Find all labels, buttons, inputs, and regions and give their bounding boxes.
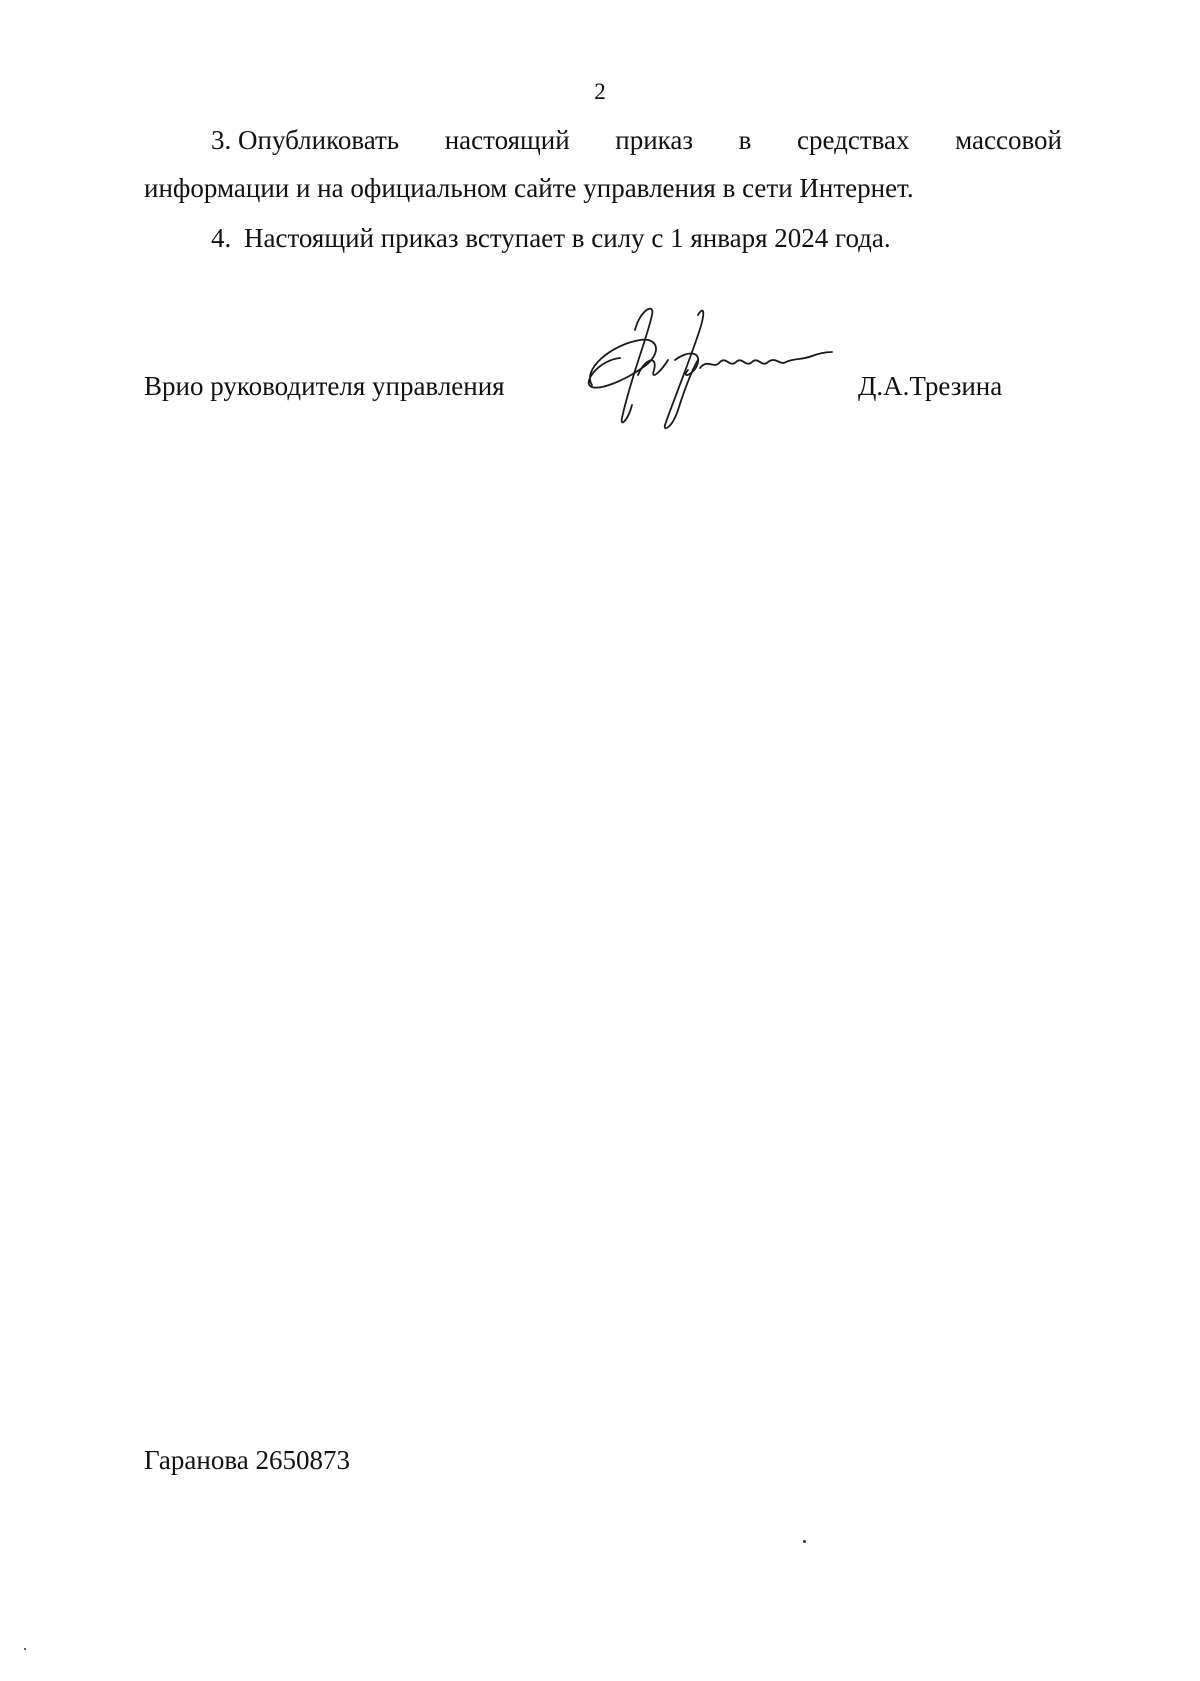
item-4-text: Настоящий приказ вступает в силу с 1 января 2024 года. bbox=[244, 223, 891, 253]
item-3-word: средствах bbox=[796, 125, 910, 155]
scan-speck bbox=[803, 1540, 806, 1543]
scan-speck bbox=[24, 1648, 26, 1650]
signer-name: Д.А.Трезина bbox=[858, 371, 1003, 401]
item-3-word: 3. Опубликовать bbox=[211, 125, 400, 155]
item-3-word: массовой bbox=[955, 125, 1062, 155]
executor-contact: Гаранова 2650873 bbox=[144, 1445, 350, 1475]
item-3-line-2: информации и на официальном сайте управления в сети Интернет. bbox=[144, 173, 914, 203]
item-3-word: приказ bbox=[615, 125, 694, 155]
item-4 bbox=[211, 224, 891, 252]
signer-position: Врио руководителя управления bbox=[144, 371, 505, 401]
item-3-word: в bbox=[738, 125, 752, 155]
page-number: 2 bbox=[594, 79, 606, 104]
item-3-word: настоящий bbox=[444, 125, 570, 155]
item-3-line-1 bbox=[211, 126, 1062, 154]
handwritten-signature bbox=[580, 300, 880, 440]
item-4-number: 4. bbox=[211, 223, 232, 253]
